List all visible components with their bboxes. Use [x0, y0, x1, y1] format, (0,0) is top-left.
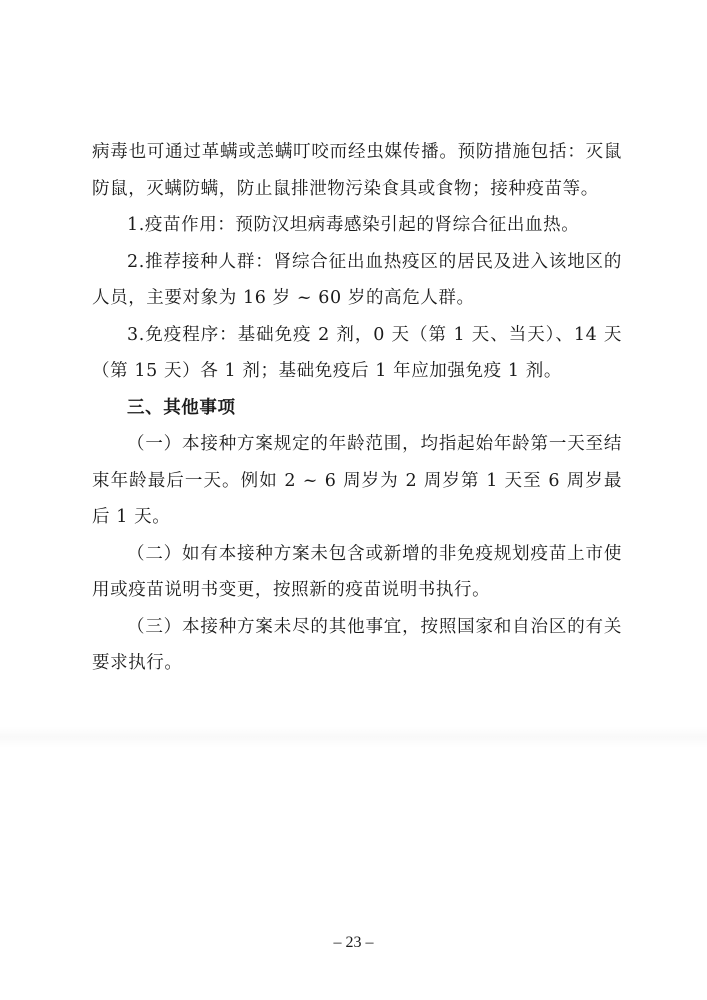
paragraph-age-range: （一）本接种方案规定的年龄范围，均指起始年龄第一天至结束年龄最后一天。例如 2 ~ 6 周岁为 2 周岁第 1 天至 6 周岁最后 1 天。: [92, 434, 622, 527]
section-heading-other-matters: 三、其他事项: [127, 397, 236, 418]
paragraph-immunization-schedule: 3.免疫程序：基础免疫 2 剂，0 天（第 1 天、当天）、14 天（第 15 天）各 1 剂；基础免疫后 1 年应加强免疫 1 剂。: [92, 324, 622, 381]
scan-shadow-band: [0, 726, 707, 748]
paragraph-other-matters: （三）本接种方案未尽的其他事宜，按照国家和自治区的有关要求执行。: [92, 616, 622, 673]
document-body: [92, 134, 622, 682]
paragraph-new-vaccines: （二）如有本接种方案未包含或新增的非免疫规划疫苗上市使用或疫苗说明书变更，按照新的疫苗说明书执行。: [92, 543, 622, 600]
paragraph-continuation: 病毒也可通过革螨或恙螨叮咬而经虫媒传播。预防措施包括：灭鼠防鼠，灭螨防螨，防止鼠排泄物污染食具或食物；接种疫苗等。: [92, 142, 622, 199]
paragraph-vaccine-effect: 1.疫苗作用：预防汉坦病毒感染引起的肾综合征出血热。: [127, 215, 580, 235]
paragraph-recommended-population: 2.推荐接种人群：肾综合征出血热疫区的居民及进入该地区的人员，主要对象为 16 岁 ~ 60 岁的高危人群。: [92, 251, 622, 308]
page-number: – 23 –: [333, 934, 374, 951]
